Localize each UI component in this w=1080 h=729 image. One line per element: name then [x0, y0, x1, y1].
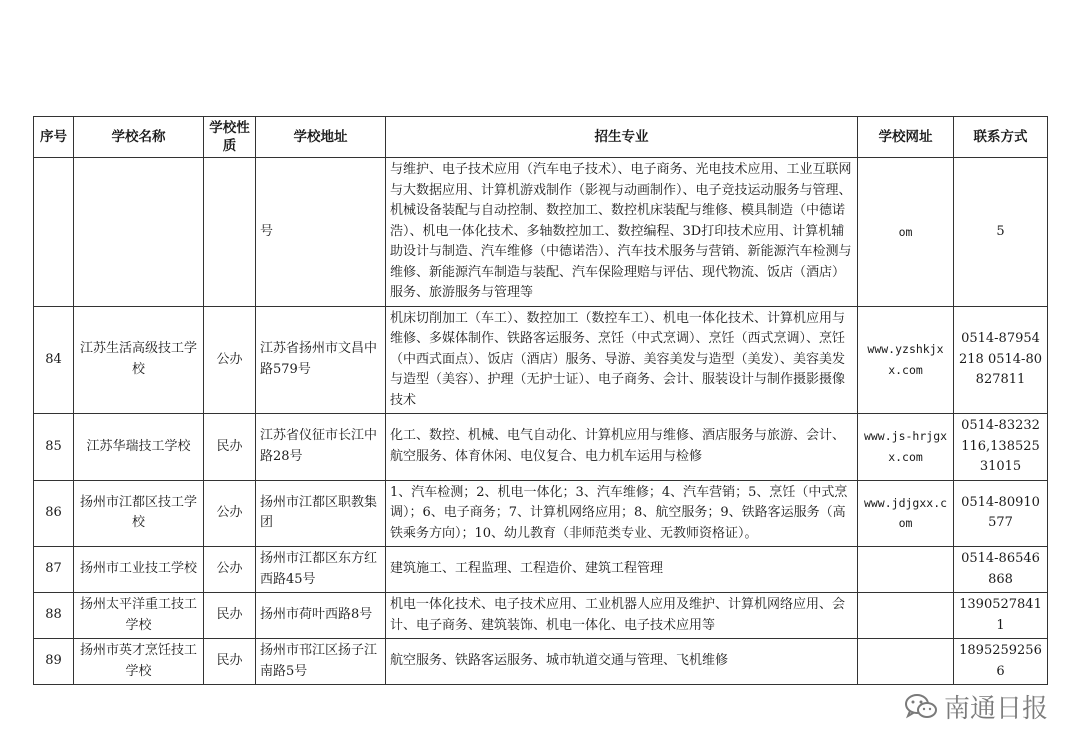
row-majors: 建筑施工、工程监理、工程造价、建筑工程管理: [386, 547, 858, 593]
row-address: 扬州市江都区职教集团: [256, 480, 386, 547]
row-school-type: 民办: [204, 593, 256, 639]
header-majors: 招生专业: [386, 117, 858, 158]
row-no: 88: [34, 593, 74, 639]
row-majors: 机电一体化技术、电子技术应用、工业机器人应用及维护、计算机网络应用、会计、电子商务、建筑装饰、机电一体化、电子技术应用等: [386, 593, 858, 639]
row-school-type: [204, 158, 256, 307]
table-row: [34, 593, 1048, 639]
row-website: [858, 547, 954, 593]
row-website: www.js-hrjgxx.com: [858, 414, 954, 481]
wechat-icon: [904, 693, 938, 721]
row-school-type: 公办: [204, 306, 256, 414]
header-address: 学校地址: [256, 117, 386, 158]
header-school-type: 学校性质: [204, 117, 256, 158]
table-row: [34, 480, 1048, 547]
row-school-name: 扬州市江都区技工学校: [74, 480, 204, 547]
row-contact: 0514-83232116,13852531015: [954, 414, 1048, 481]
row-school-type: 民办: [204, 414, 256, 481]
row-address: 扬州市江都区东方红西路45号: [256, 547, 386, 593]
row-school-type: 公办: [204, 547, 256, 593]
watermark-text: 南通日报: [943, 694, 1048, 724]
school-table: [33, 116, 1048, 685]
row-majors: 与维护、电子技术应用（汽车电子技术）、电子商务、光电技术应用、工业互联网与大数据应用、计算机游戏制作（影视与动画制作）、电子竞技运动服务与管理、机械设备装配与自动控制、数控加工、数控机床装配与维修、模具制造（中德诺浩）、机电一体化技术、多轴数控加工、数控编程、3D打印技术应用、计算机辅助设计与制造、汽车维修（中德诺浩）、汽车技术服务与营销、新能源汽车检测与维修、新能源汽车制造与装配、汽车保险理赔与评估、现代物流、饭店（酒店）服务、旅游服务与管理等: [386, 158, 858, 307]
header-school-name: 学校名称: [74, 117, 204, 158]
row-address: 扬州市荷叶西路8号: [256, 593, 386, 639]
row-no: 84: [34, 306, 74, 414]
table-row: [34, 158, 1048, 307]
row-no: [34, 158, 74, 307]
row-school-type: 民办: [204, 639, 256, 685]
row-website: www.jdjgxx.com: [858, 480, 954, 547]
row-website: [858, 639, 954, 685]
row-no: 87: [34, 547, 74, 593]
row-website: om: [858, 158, 954, 307]
row-school-name: 扬州太平洋重工技工学校: [74, 593, 204, 639]
row-no: 86: [34, 480, 74, 547]
watermark: [904, 688, 1048, 725]
row-majors: 航空服务、铁路客运服务、城市轨道交通与管理、飞机维修: [386, 639, 858, 685]
row-address: 江苏省扬州市文昌中路579号: [256, 306, 386, 414]
row-address: 江苏省仪征市长江中路28号: [256, 414, 386, 481]
header-contact: 联系方式: [954, 117, 1048, 158]
row-contact: 18952592566: [954, 639, 1048, 685]
row-school-name: 江苏生活高级技工学校: [74, 306, 204, 414]
table-row: [34, 547, 1048, 593]
table-header-row: [34, 117, 1048, 158]
row-no: 89: [34, 639, 74, 685]
row-contact: 13905278411: [954, 593, 1048, 639]
header-no: 序号: [34, 117, 74, 158]
row-address: 扬州市邗江区扬子江南路5号: [256, 639, 386, 685]
row-no: 85: [34, 414, 74, 481]
row-website: [858, 593, 954, 639]
table-row: [34, 306, 1048, 414]
row-address: 号: [256, 158, 386, 307]
table-row: [34, 639, 1048, 685]
row-contact: 0514-86546868: [954, 547, 1048, 593]
row-school-type: 公办: [204, 480, 256, 547]
row-school-name: 扬州市工业技工学校: [74, 547, 204, 593]
row-website: www.yzshkjxx.com: [858, 306, 954, 414]
row-contact: 0514-80910577: [954, 480, 1048, 547]
table-row: [34, 414, 1048, 481]
row-school-name: 扬州市英才烹饪技工学校: [74, 639, 204, 685]
row-contact: 5: [954, 158, 1048, 307]
row-contact: 0514-87954218 0514-80827811: [954, 306, 1048, 414]
row-school-name: [74, 158, 204, 307]
row-majors: 化工、数控、机械、电气自动化、计算机应用与维修、酒店服务与旅游、会计、航空服务、体育休闲、电仪复合、电力机车运用与检修: [386, 414, 858, 481]
row-majors: 1、汽车检测；2、机电一体化；3、汽车维修；4、汽车营销；5、烹饪（中式烹调）；6、电子商务；7、计算机网络应用；8、航空服务；9、铁路客运服务（高铁乘务方向）；10、幼儿教育（非师范类专业、无教师资格证）。: [386, 480, 858, 547]
row-school-name: 江苏华瑞技工学校: [74, 414, 204, 481]
header-website: 学校网址: [858, 117, 954, 158]
row-majors: 机床切削加工（车工）、数控加工（数控车工）、机电一体化技术、计算机应用与维修、多媒体制作、铁路客运服务、烹饪（中式烹调）、烹饪（西式烹调）、烹饪（中西式面点）、饭店（酒店）服务、导游、美容美发与造型（美发）、美容美发与造型（美容）、护理（无护士证）、电子商务、会计、服装设计与制作摄影摄像技术: [386, 306, 858, 414]
